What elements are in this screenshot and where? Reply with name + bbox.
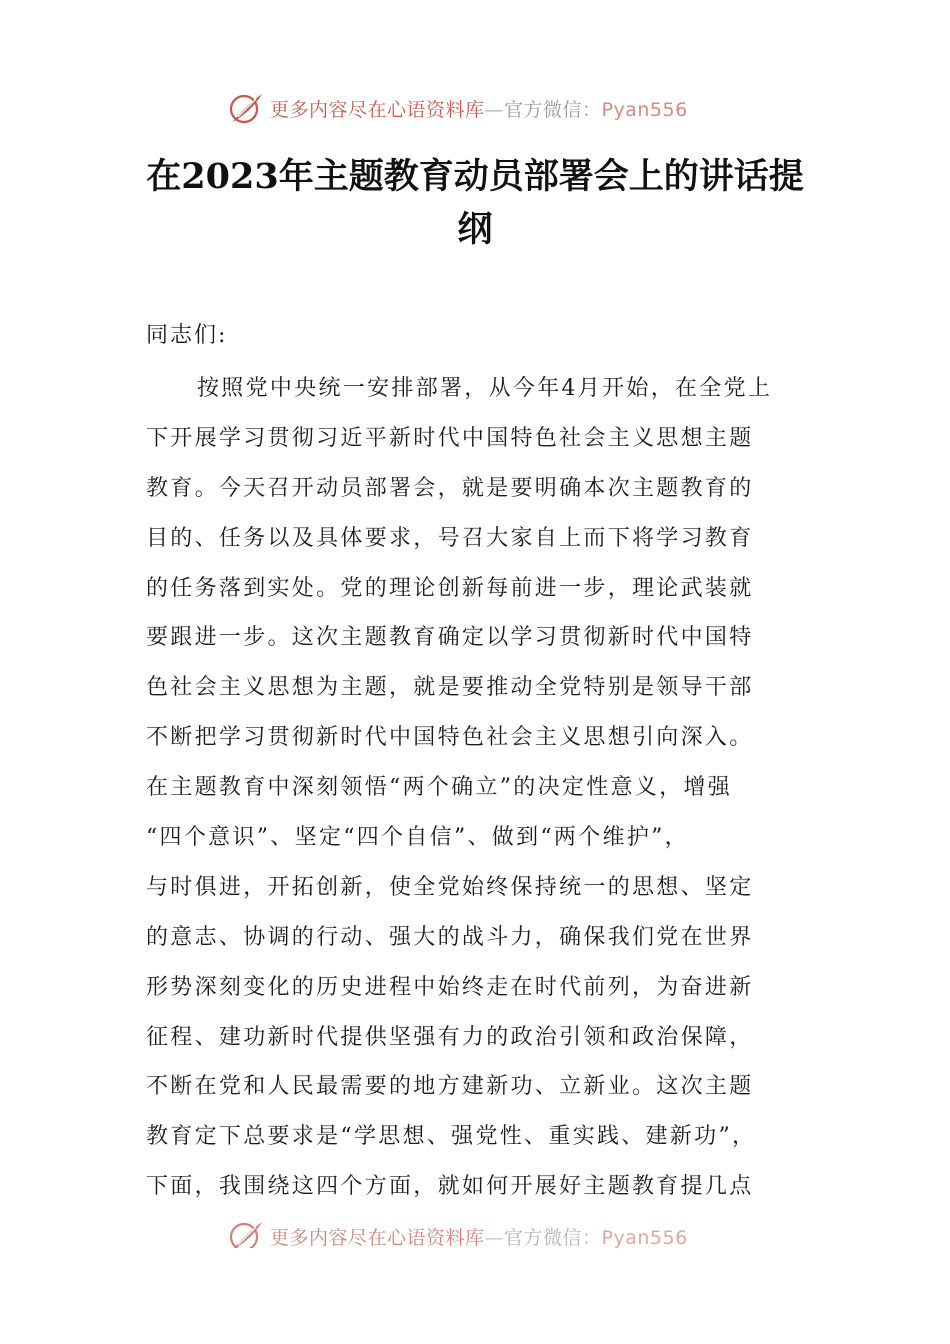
body-line: 下开展学习贯彻习近平新时代中国特色社会主义思想主题 <box>146 425 754 451</box>
body-line: 不断在党和人民最需要的地方建新功、立新业。这次主题 <box>146 1074 754 1100</box>
body-line: 色社会主义思想为主题，就是要推动全党特别是领导干部 <box>146 675 754 701</box>
document-title: 在2023年主题教育动员部署会上的讲话提纲 <box>146 156 804 250</box>
header-watermark <box>0 88 950 128</box>
quill-logo-icon <box>226 88 266 128</box>
body-line: 形势深刻变化的历史进程中始终走在时代前列，为奋进新 <box>146 974 754 1000</box>
body-line: 与时俱进，开拓创新，使全党始终保持统一的思想、坚定 <box>146 874 754 900</box>
body-line: 教育。今天召开动员部署会，就是要明确本次主题教育的 <box>146 475 754 501</box>
body-line: 下面，我围绕这四个方面，就如何开展好主题教育提几点 <box>146 1174 754 1200</box>
body-line: 教育定下总要求是“学思想、强党性、重实践、建新功”， <box>146 1124 757 1150</box>
body-line: 的意志、协调的行动、强大的战斗力，确保我们党在世界 <box>146 924 754 950</box>
quill-logo-icon <box>226 1218 266 1248</box>
body-line: 在主题教育中深刻领悟“两个确立”的决定性意义，增强 <box>146 775 732 801</box>
body-line: 按照党中央统一安排部署，从今年4月开始，在全党上 <box>197 376 773 401</box>
body-line: 要跟进一步。这次主题教育确定以学习贯彻新时代中国特 <box>146 625 754 651</box>
footer-watermark <box>0 1218 950 1248</box>
body-line: “四个意识”、坚定“四个自信”、做到“两个维护”， <box>146 825 689 851</box>
speech-body <box>146 364 826 1212</box>
body-line: 的任务落到实处。党的理论创新每前进一步，理论武装就 <box>146 575 754 601</box>
watermark-text: 更多内容尽在心语资料库—官方微信：Pyan556 <box>270 98 688 121</box>
body-line: 征程、建功新时代提供坚强有力的政治引领和政治保障， <box>146 1024 754 1050</box>
salutation: 同志们: <box>146 323 228 348</box>
body-line: 不断把学习贯彻新时代中国特色社会主义思想引向深入。 <box>146 725 754 751</box>
body-line: 目的、任务以及具体要求，号召大家自上而下将学习教育 <box>146 525 754 551</box>
watermark-text: 更多内容尽在心语资料库—官方微信：Pyan556 <box>270 1226 688 1248</box>
